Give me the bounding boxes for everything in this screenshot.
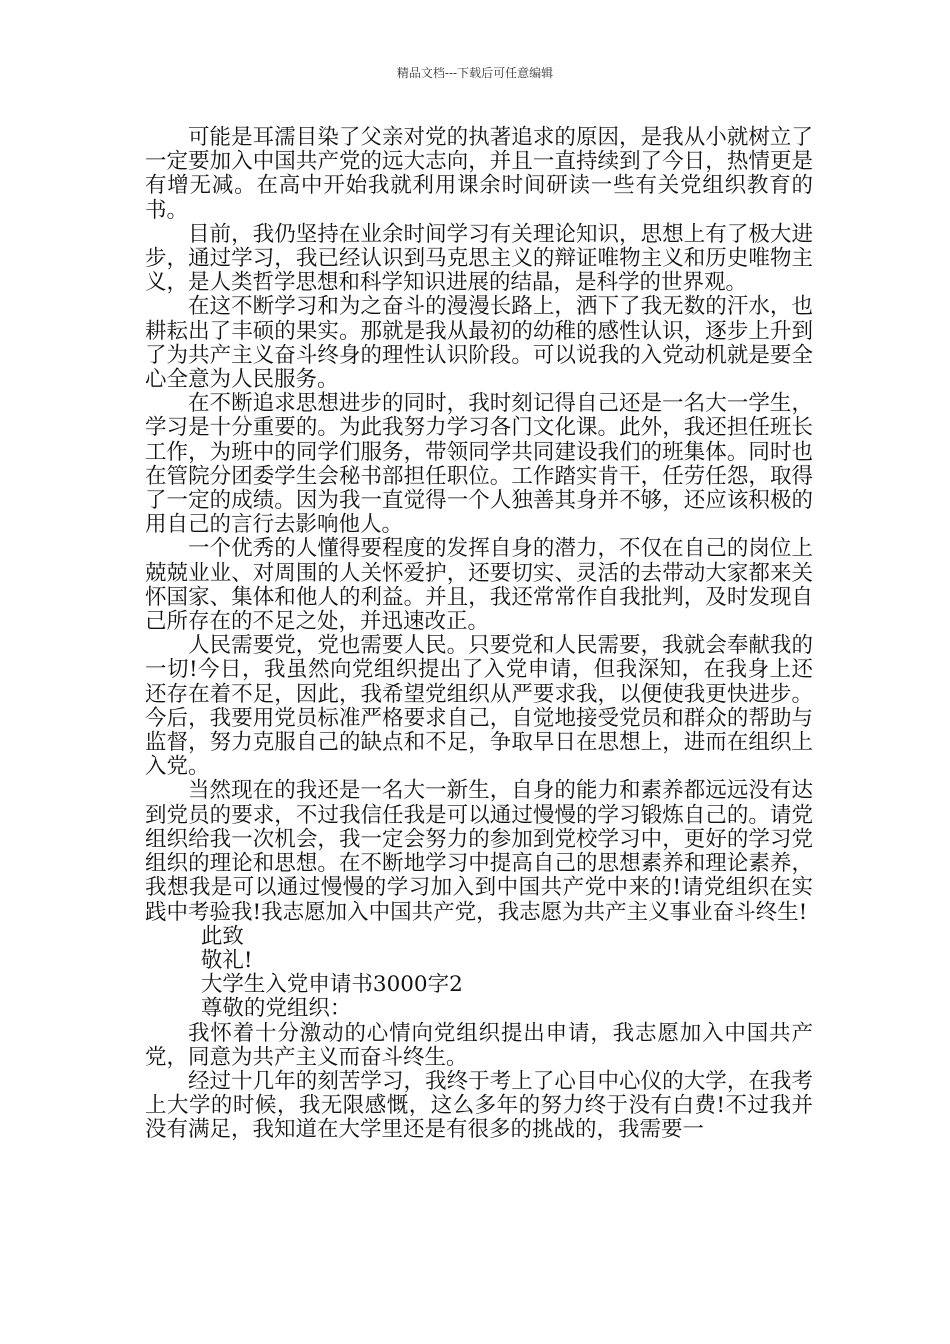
body-paragraph: 可能是耳濡目染了父亲对党的执著追求的原因，是我从小就树立了一定要加入中国共产党的远大志向，并且一直持续到了今日，热情更是有增无减。在高中开始我就利用课余时间研读一些有关党组织教育的书。	[145, 125, 813, 223]
body-paragraph: 我怀着十分激动的心情向党组织提出申请，我志愿加入中国共产党，同意为共产主义而奋斗终生。	[145, 1020, 813, 1070]
body-paragraph: 人民需要党，党也需要人民。只要党和人民需要，我就会奉献我的一切!今日，我虽然向党组织提出了入党申请，但我深知，在我身上还还存在着不足，因此，我希望党组织从严要求我，以便使我更快进步。今后，我要用党员标准严格要求自己，自觉地接受党员和群众的帮助与监督，努力克服自己的缺点和不足，争取早日在思想上，进而在组织上入党。	[145, 633, 813, 780]
document-body	[145, 126, 813, 1143]
closing-line: 此致	[200, 923, 244, 949]
body-paragraph: 一个优秀的人懂得要程度的发挥自身的潜力，不仅在自己的岗位上兢兢业业、对周围的人关怀爱护，还要切实、灵活的去带动大家都来关怀国家、集体和他人的利益。并且，我还常常作自我批判，及时发现自己所存在的不足之处，并迅速改正。	[145, 536, 813, 635]
body-paragraph: 当然现在的我还是一名大一新生，自身的能力和素养都远远没有达到党员的要求，不过我信任我是可以通过慢慢的学习锻炼自己的。请党组织给我一次机会，我一定会努力的参加到党校学习中，更好的学习党组织的理论和思想。在不断地学习中提高自己的思想素养和理论素养，我想我是可以通过慢慢的学习加入到中国共产党中来的!请党组织在实践中考验我!我志愿加入中国共产党，我志愿为共产主义事业奋斗终生!	[145, 778, 813, 925]
body-paragraph: 经过十几年的刻苦学习，我终于考上了心目中心仪的大学，在我考上大学的时候，我无限感慨，这么多年的努力终于没有白费!不过我并没有满足，我知道在大学里还是有很多的挑战的，我需要一	[145, 1068, 813, 1143]
section-title: 大学生入党申请书3000字2	[200, 972, 463, 998]
salutation: 尊敬的党组织：	[200, 996, 352, 1022]
body-paragraph: 在不断追求思想进步的同时，我时刻记得自己还是一名大一学生，学习是十分重要的。为此我努力学习各门文化课。此外，我还担任班长工作，为班中的同学们服务，带领同学共同建设我们的班集体。同时也在管院分团委学生会秘书部担任职位。工作踏实肯干，任劳任怨，取得了一定的成绩。因为我一直觉得一个人独善其身并不够，还应该积极的用自己的言行去影响他人。	[145, 391, 813, 538]
body-paragraph: 目前，我仍坚持在业余时间学习有关理论知识，思想上有了极大进步，通过学习，我已经认识到马克思主义的辩证唯物主义和历史唯物主义，是人类哲学思想和科学知识进展的结晶，是科学的世界观。	[145, 221, 813, 296]
closing-salute: 敬礼!	[200, 947, 253, 973]
body-paragraph: 在这不断学习和为之奋斗的漫漫长路上，洒下了我无数的汗水，也耕耘出了丰硕的果实。那就是我从最初的幼稚的感性认识，逐步上升到了为共产主义奋斗终身的理性认识阶段。可以说我的入党动机就是要全心全意为人民服务。	[145, 294, 813, 393]
page-header: 精品文档---下载后可任意编辑	[396, 66, 554, 80]
